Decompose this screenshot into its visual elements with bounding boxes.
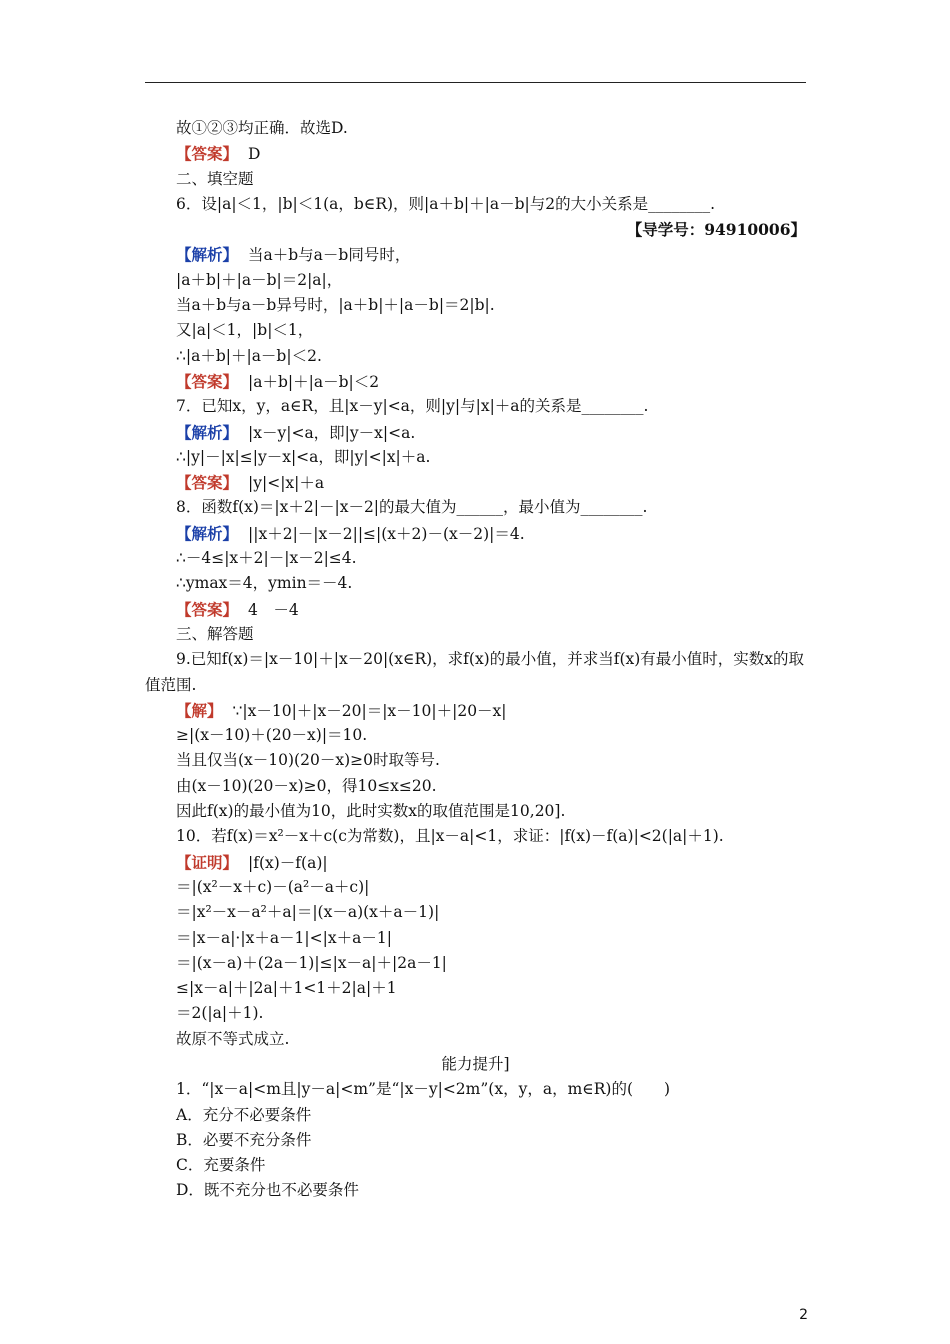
answer-line bbox=[145, 369, 806, 394]
answer-text: |y|<|x|＋a bbox=[248, 474, 325, 493]
text-line: 故①②③均正确．故选D. bbox=[176, 119, 348, 137]
solution-tag: 【解】 bbox=[176, 700, 223, 720]
question-line: 10．若f(x)＝x²－x＋c(c为常数)，且|x－a|<1，求证：|f(x)－f(a)|<2(|a|＋1). bbox=[176, 827, 724, 846]
text-line: 当且仅当(x－10)(20－x)≥0时取等号. bbox=[176, 751, 440, 770]
answer-tag: 【答案】 bbox=[176, 473, 239, 493]
answer-text: |a＋b|＋|a－b|＜2 bbox=[248, 372, 380, 391]
text-line: ≥|(x－10)＋(20－x)|＝10. bbox=[176, 726, 368, 745]
answer-line bbox=[145, 141, 806, 166]
answer-text: 4 －4 bbox=[248, 600, 299, 619]
answer-text: D bbox=[248, 145, 261, 164]
text-line: ∴－4≤|x＋2|－|x－2|≤4. bbox=[176, 549, 357, 568]
analysis-line bbox=[145, 521, 806, 546]
text-line: 故原不等式成立. bbox=[176, 1029, 290, 1048]
choice-b: B．必要不充分条件 bbox=[176, 1130, 312, 1149]
section-heading: 三、解答题 bbox=[176, 624, 254, 643]
text-line: 因此f(x)的最小值为10，此时实数x的取值范围是10,20]. bbox=[176, 802, 566, 821]
section-heading: 二、填空题 bbox=[176, 169, 254, 188]
choice-c: C．充要条件 bbox=[176, 1156, 266, 1175]
page-number: 2 bbox=[799, 1307, 808, 1323]
text-line: ＝|x²－x－a²＋a|＝|(x－a)(x＋a－1)| bbox=[176, 903, 440, 922]
text-line: 由(x－10)(20－x)≥0，得10≤x≤20. bbox=[176, 776, 437, 795]
text-line: ＝|(x²－x＋c)－(a²－a＋c)| bbox=[176, 877, 370, 896]
text-line: ＝2(|a|＋1). bbox=[176, 1004, 264, 1023]
analysis-line bbox=[145, 242, 806, 267]
answer-line bbox=[145, 597, 806, 622]
header-rule bbox=[145, 82, 806, 83]
section-heading: 能力提升] bbox=[441, 1054, 510, 1073]
text-line: |a＋b|＋|a－b|＝2|a|， bbox=[176, 270, 343, 289]
analysis-text: 当a＋b与a－b同号时， bbox=[248, 246, 411, 265]
text-line: ∴|a＋b|＋|a－b|＜2. bbox=[176, 346, 322, 365]
choice-a: A．充分不必要条件 bbox=[176, 1105, 312, 1124]
analysis-line bbox=[145, 420, 806, 445]
answer-tag: 【答案】 bbox=[176, 599, 239, 619]
question-line: 7．已知x，y，a∈R，且|x－y|<a，则|y|与|x|＋a的关系是________. bbox=[176, 397, 649, 416]
question-line: 1．“|x－a|<m且|y－a|<m”是“|x－y|<2m”(x，y，a，m∈R)的( ) bbox=[176, 1080, 671, 1099]
text-line: 又|a|＜1，|b|＜1， bbox=[176, 321, 314, 340]
text-line: 当a＋b与a－b异号时，|a＋b|＋|a－b|＝2|b|. bbox=[176, 296, 495, 315]
guide-number: 【导学号：94910006】 bbox=[626, 220, 806, 240]
solution-text: ∵|x－10|＋|x－20|＝|x－10|＋|20－x| bbox=[232, 701, 507, 720]
analysis-tag: 【解析】 bbox=[176, 422, 239, 442]
answer-line bbox=[145, 470, 806, 495]
text-line: ∴ymax＝4，ymin＝－4. bbox=[176, 574, 353, 593]
text-line: ＝|(x－a)＋(2a－1)|≤|x－a|＋|2a－1| bbox=[176, 953, 447, 972]
answer-tag: 【答案】 bbox=[176, 144, 239, 164]
analysis-text: |x－y|<a，即|y－x|<a. bbox=[248, 423, 416, 442]
proof-line bbox=[145, 850, 806, 875]
question-line: 9.已知f(x)＝|x－10|＋|x－20|(x∈R)，求f(x)的最小值，并求当f(x)有最小值时，实数x的取值范围. bbox=[145, 650, 805, 694]
analysis-text: ||x＋2|－|x－2||≤|(x＋2)－(x－2)|＝4. bbox=[248, 524, 525, 543]
proof-text: |f(x)－f(a)| bbox=[248, 853, 328, 872]
choice-d: D．既不充分也不必要条件 bbox=[176, 1181, 359, 1200]
analysis-tag: 【解析】 bbox=[176, 523, 239, 543]
text-line: ＝|x－a|·|x＋a－1|<|x＋a－1| bbox=[176, 928, 392, 947]
analysis-tag: 【解析】 bbox=[176, 245, 239, 265]
proof-tag: 【证明】 bbox=[176, 852, 239, 872]
question-line: 6．设|a|＜1，|b|＜1(a，b∈R)，则|a＋b|＋|a－b|与2的大小关系是________. bbox=[176, 194, 716, 213]
question-line: 8．函数f(x)＝|x＋2|－|x－2|的最大值为______，最小值为________. bbox=[176, 498, 648, 517]
text-line: ≤|x－a|＋|2a|＋1<1＋2|a|＋1 bbox=[176, 979, 397, 998]
page-content bbox=[145, 116, 806, 1204]
answer-tag: 【答案】 bbox=[176, 371, 239, 391]
solution-line bbox=[145, 698, 806, 723]
text-line: ∴|y|－|x|≤|y－x|<a，即|y|<|x|＋a. bbox=[176, 447, 431, 466]
